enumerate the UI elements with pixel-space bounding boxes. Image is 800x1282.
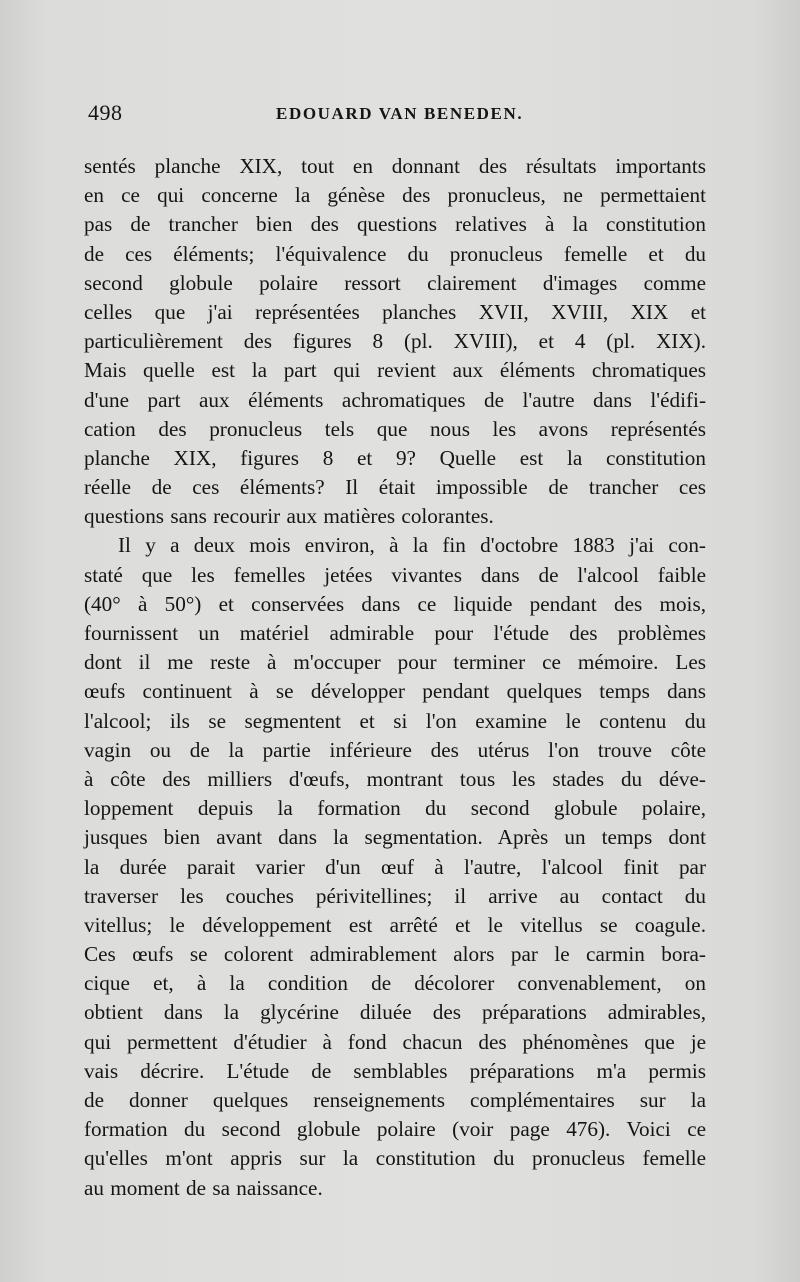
text-line: Ces œufs se colorent admirablement alors par le carmin bora-	[84, 942, 706, 967]
text-line: de donner quelques renseignements complémentaires sur la	[84, 1088, 706, 1112]
text-line: vagin ou de la partie inférieure des utérus l'on trouve côte	[84, 737, 706, 762]
text-line: (40° à 50°) et conservées dans ce liquide pendant des mois,	[84, 591, 706, 616]
text-line: vitellus; le développement est arrêté et le vitellus se coagule.	[84, 912, 706, 937]
running-header	[86, 100, 710, 130]
text-line: de ces éléments; l'équivalence du pronucleus femelle et du	[84, 241, 706, 266]
text-line: second globule polaire ressort clairement d'images comme	[84, 270, 706, 295]
text-line: formation du second globule polaire (voir page 476). Voici ce	[84, 1117, 706, 1142]
body-text	[84, 152, 706, 1203]
text-line: à côte des milliers d'œufs, montrant tous les stades du déve-	[84, 766, 706, 791]
page-number: 498	[88, 100, 123, 125]
text-line: qu'elles m'ont appris sur la constitution du pronucleus femelle	[84, 1146, 706, 1171]
text-line: vais décrire. L'étude de semblables préparations m'a permis	[84, 1058, 706, 1083]
text-line: jusques bien avant dans la segmentation. Après un temps dont	[84, 825, 706, 850]
text-line: obtient dans la glycérine diluée des préparations admirables,	[84, 1000, 706, 1025]
text-line: particulièrement des figures 8 (pl. XVIII), et 4 (pl. XIX).	[84, 329, 706, 354]
text-line: réelle de ces éléments? Il était impossible de trancher ces	[84, 475, 706, 500]
text-line: l'alcool; ils se segmentent et si l'on examine le contenu du	[84, 708, 706, 733]
text-line: Mais quelle est la part qui revient aux éléments chromatiques	[84, 358, 706, 383]
text-line: qui permettent d'étudier à fond chacun des phénomènes que je	[84, 1029, 706, 1054]
text-line: fournissent un matériel admirable pour l'étude des problèmes	[84, 621, 706, 645]
text-line: celles que j'ai représentées planches XVII, XVIII, XIX et	[84, 299, 706, 324]
text-line: traverser les couches périvitellines; il arrive au contact du	[84, 883, 706, 908]
text-line: sentés planche XIX, tout en donnant des résultats importants	[84, 154, 706, 178]
running-title: EDOUARD VAN BENEDEN.	[276, 104, 524, 123]
text-line: staté que les femelles jetées vivantes dans de l'alcool faible	[84, 562, 706, 587]
text-line: pas de trancher bien des questions relatives à la constitution	[84, 212, 706, 237]
text-line: planche XIX, figures 8 et 9? Quelle est la constitution	[84, 445, 706, 470]
paragraph-end-line: au moment de sa naissance.	[84, 1175, 323, 1200]
text-line: dont il me reste à m'occuper pour terminer ce mémoire. Les	[84, 650, 706, 675]
text-line: loppement depuis la formation du second globule polaire,	[84, 796, 706, 821]
paragraph-start-line: Il y a deux mois environ, à la fin d'octobre 1883 j'ai con-	[118, 533, 706, 558]
text-line: en ce qui concerne la génèse des pronucleus, ne permettaient	[84, 183, 706, 208]
text-line: la durée parait varier d'un œuf à l'autre, l'alcool finit par	[84, 854, 706, 879]
text-line: œufs continuent à se développer pendant quelques temps dans	[84, 679, 706, 704]
paragraph-end-line: questions sans recourir aux matières colorantes.	[84, 504, 494, 529]
text-line: d'une part aux éléments achromatiques de l'autre dans l'édifi-	[84, 387, 706, 412]
text-line: cique et, à la condition de décolorer convenablement, on	[84, 971, 706, 996]
text-line: cation des pronucleus tels que nous les avons représentés	[84, 416, 706, 441]
